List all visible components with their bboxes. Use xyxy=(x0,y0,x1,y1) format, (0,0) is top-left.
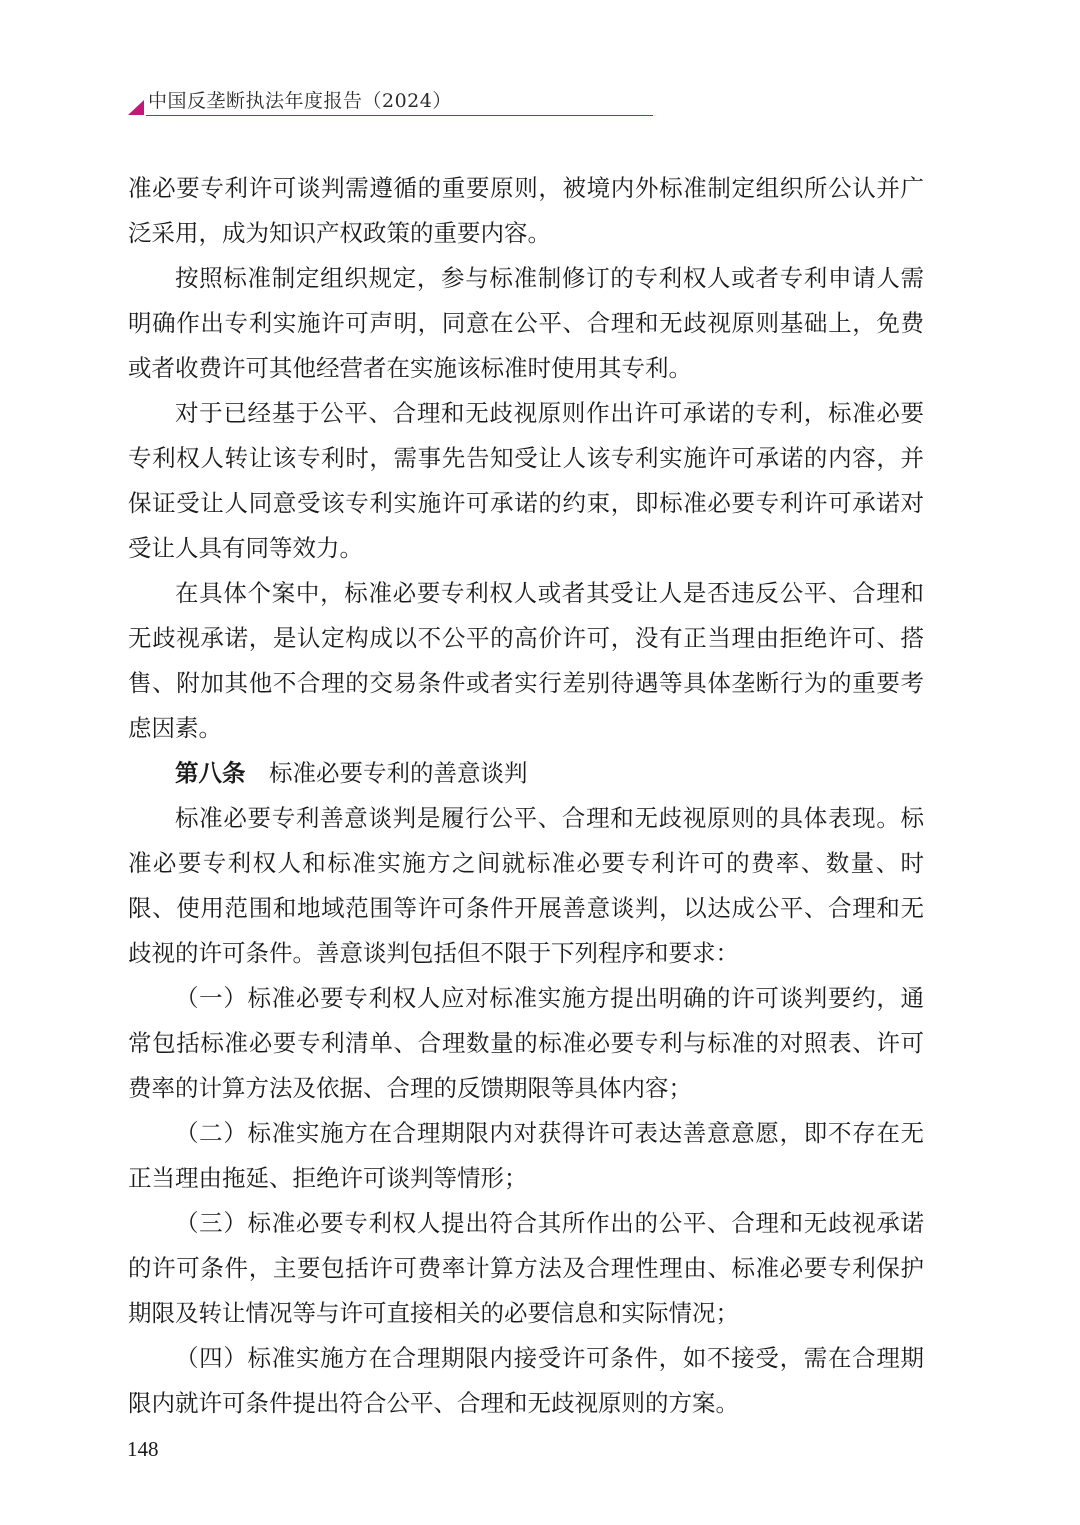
article-number: 第八条 xyxy=(175,759,246,787)
list-item: （二）标准实施方在合理期限内对获得许可表达善意意愿，即不存在无正当理由拖延、拒绝许可谈判等情形； xyxy=(128,1119,924,1192)
list-item: （一）标准必要专利权人应对标准实施方提出明确的许可谈判要约，通常包括标准必要专利清单、合理数量的标准必要专利与标准的对照表、许可费率的计算方法及依据、合理的反馈期限等具体内容； xyxy=(128,984,924,1102)
header-rule xyxy=(146,115,653,116)
article-title: 标准必要专利的善意谈判 xyxy=(269,759,528,787)
paragraph: 对于已经基于公平、合理和无歧视原则作出许可承诺的专利，标准必要专利权人转让该专利时，需事先告知受让人该专利实施许可承诺的内容，并保证受让人同意受该专利实施许可承诺的约束，即标准必要专利许可承诺对受让人具有同等效力。 xyxy=(128,399,924,562)
article-heading xyxy=(128,751,924,796)
paragraph: 在具体个案中，标准必要专利权人或者其受让人是否违反公平、合理和无歧视承诺，是认定构成以不公平的高价许可，没有正当理由拒绝许可、搭售、附加其他不合理的交易条件或者实行差别待遇等具体垄断行为的重要考虑因素。 xyxy=(128,579,924,742)
body-text xyxy=(128,166,924,1426)
paragraph: 标准必要专利善意谈判是履行公平、合理和无歧视原则的具体表现。标准必要专利权人和标准实施方之间就标准必要专利许可的费率、数量、时限、使用范围和地域范围等许可条件开展善意谈判，以达成公平、合理和无歧视的许可条件。善意谈判包括但不限于下列程序和要求： xyxy=(128,804,924,967)
page-number: 148 xyxy=(127,1437,159,1461)
paragraph-continued: 准必要专利许可谈判需遵循的重要原则，被境内外标准制定组织所公认并广泛采用，成为知识产权政策的重要内容。 xyxy=(128,174,924,247)
header-title: 中国反垄断执法年度报告（2024） xyxy=(148,90,452,112)
paragraph: 按照标准制定组织规定，参与标准制修订的专利权人或者专利申请人需明确作出专利实施许可声明，同意在公平、合理和无歧视原则基础上，免费或者收费许可其他经营者在实施该标准时使用其专利。 xyxy=(128,264,924,382)
running-header xyxy=(128,86,653,118)
list-item: （四）标准实施方在合理期限内接受许可条件，如不接受，需在合理期限内就许可条件提出符合公平、合理和无歧视原则的方案。 xyxy=(128,1344,924,1417)
list-item: （三）标准必要专利权人提出符合其所作出的公平、合理和无歧视承诺的许可条件，主要包括许可费率计算方法及合理性理由、标准必要专利保护期限及转让情况等与许可直接相关的必要信息和实际情况； xyxy=(128,1209,924,1327)
header-triangle-icon xyxy=(128,100,144,115)
